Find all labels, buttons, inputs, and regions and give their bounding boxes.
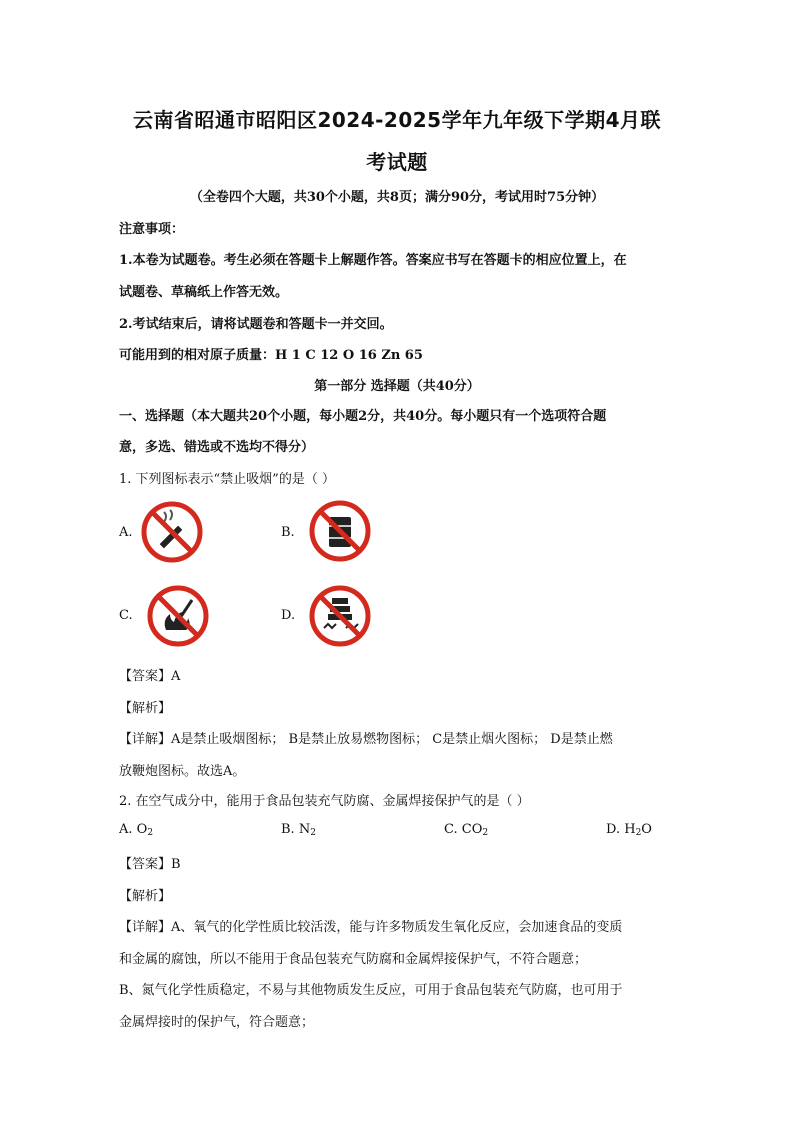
q2-option-d: D. $H_2O$ — [606, 822, 652, 838]
q1-option-c-label: C. — [119, 608, 133, 623]
notice-item-1: 1.本卷为试题卷。考生必须在答题卡上解题作答。答案应书写在答题卡的相应位置上，在 — [119, 253, 627, 268]
q2-stem: 2. 在空气成分中，能用于食品包装充气防腐、金属焊接保护气的是（ ） — [119, 794, 530, 809]
q2-detail-2: 和金属的腐蚀，所以不能用于食品包装充气防腐和金属焊接保护气，不符合题意； — [119, 952, 588, 967]
section1-instructions: 一、选择题（本大题共20个小题，每小题2分，共40分。每小题只有一个选项符合题 — [119, 409, 607, 424]
q1-option-d-label: D. — [281, 608, 296, 623]
exam-title-line2: 考试题 — [366, 150, 428, 174]
notice-item-1-cont: 试题卷、草稿纸上作答无效。 — [119, 285, 289, 300]
exam-title-line1: 云南省昭通市昭阳区2024-2025学年九年级下学期4月联 — [132, 108, 662, 132]
no-firecrackers-icon — [308, 584, 372, 648]
exam-subtitle: （全卷四个大题，共30个小题，共8页；满分90分，考试用时75分钟） — [189, 190, 605, 205]
q2-detail-4: 金属焊接时的保护气，符合题意； — [119, 1015, 315, 1030]
q1-analysis: 【解析】 — [119, 701, 172, 716]
q2-option-c: C. $CO_2$ — [444, 822, 489, 838]
q1-option-a-label: A. — [119, 525, 133, 540]
notice-heading: 注意事项： — [119, 222, 185, 237]
no-smoking-icon — [140, 500, 204, 564]
no-fire-icon — [146, 584, 210, 648]
q1-detail-cont: 放鞭炮图标。故选A。 — [119, 764, 246, 779]
q2-detail-3: B、氮气化学性质稳定，不易与其他物质发生反应，可用于食品包装充气防腐，也可用于 — [119, 983, 623, 998]
q2-analysis: 【解析】 — [119, 889, 172, 904]
q1-option-b-label: B. — [281, 525, 295, 540]
part1-heading: 第一部分 选择题（共40分） — [314, 379, 480, 394]
q2-detail-1: 【详解】A、氧气的化学性质比较活泼，能与许多物质发生氧化反应，会加速食品的变质 — [119, 920, 623, 935]
section1-instructions-cont: 意，多选、错选或不选均不得分） — [119, 440, 315, 455]
q1-answer: 【答案】A — [119, 669, 181, 684]
q2-option-a: A. $O_2$ — [119, 822, 154, 838]
q1-stem: 1. 下列图标表示“禁止吸烟”的是（ ） — [119, 472, 335, 487]
q2-answer: 【答案】B — [119, 857, 181, 872]
q1-detail: 【详解】A是禁止吸烟图标； B是禁止放易燃物图标； C是禁止烟火图标； D是禁止燃 — [119, 732, 613, 747]
atomic-mass-line: 可能用到的相对原子质量：H 1 C 12 O 16 Zn 65 — [119, 348, 423, 363]
notice-item-2: 2.考试结束后，请将试题卷和答题卡一并交回。 — [119, 317, 393, 332]
no-flammables-icon — [308, 499, 372, 563]
q2-option-b: B. $N_2$ — [281, 822, 316, 838]
